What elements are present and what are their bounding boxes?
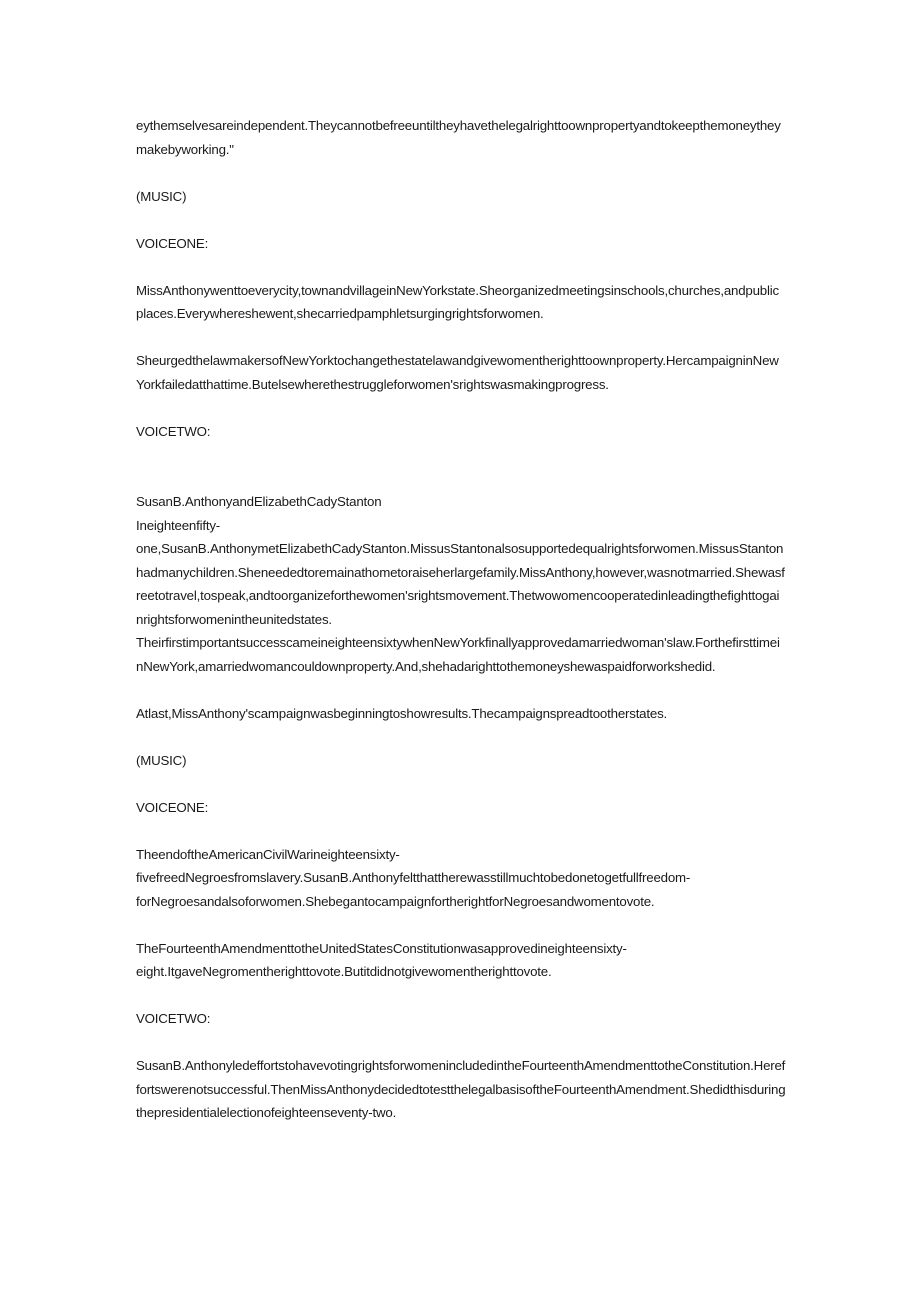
paragraph-6: TheendoftheAmericanCivilWarineighteensixty- fivefreedNegroesfromslavery.SusanB.Anthonyfeltthattherewasstillmuchtobedonetogetfullfreedom- forNegroesandalsoforwomen.ShebegantocampaignfortherightforNegroesandwomentovote. <box>136 846 691 909</box>
paragraph-4: SusanB.AnthonyandElizabethCadyStanton Ineighteenfifty- one,SusanB.AnthonymetElizabethCadyStanton.MissusStantonalsosupportedequalrightsforwomen.MissusStantonhadmanychildren.Sheneededtoremainathometoraiseherlargefamily.MissAnthony,however,wasnotmarried.Shewasfreetotravel,tospeak,andtoorganizeforthewomen'srightsmovement.Thetwowomencooperatedinleadingthefighttogainrightsforwomenintheunitedstates. TheirfirstimportantsuccesscameineighteensixtywhenNewYorkfinallyapprovedamarriedwoman'slaw.ForthefirsttimeinNewYork,amarriedwomancouldownproperty.And,shehadarighttothemoneyshewaspaidforworkshedid. <box>136 494 785 674</box>
paragraph-3: SheurgedthelawmakersofNewYorktochangethestatelawandgivewomentherighttoownproperty.HercampaigninNewYorkfailedatthattime.Butelsewherethestruggleforwomen'srightswasmakingprogress. <box>136 353 779 392</box>
paragraph-8: SusanB.AnthonyledeffortstohavevotingrightsforwomenincludedintheFourteenthAmendmenttotheConstitution.Hereffortswerenotsuccessful.ThenMissAnthonydecidedtotestthelegalbasisoftheFourteenthAmendment.Shedidthisduringthepresidentialelectionofeighteenseventy-two. <box>136 1058 786 1120</box>
music-cue: (MUSIC) <box>136 752 187 768</box>
paragraph-1: eythemselvesareindependent.Theycannotbefreeuntiltheyhavethelegalrighttoownpropertyandtokeepthemoneytheymakebyworking." <box>136 118 781 157</box>
paragraph-5: Atlast,MissAnthony'scampaignwasbeginningtoshowresults.Thecampaignspreadtootherstates. <box>136 705 668 721</box>
speaker-label: VOICETWO: <box>136 423 211 439</box>
blank-line <box>136 467 786 491</box>
speaker-label: VOICEONE: <box>136 235 209 251</box>
paragraph-7: TheFourteenthAmendmenttotheUnitedStatesConstitutionwasapprovedineighteensixty- eight.ItgaveNegromentherighttovote.Butitdidnotgivewomentherighttovote. <box>136 940 627 979</box>
music-cue: (MUSIC) <box>136 188 187 204</box>
paragraph-2: MissAnthonywenttoeverycity,townandvillageinNewYorkstate.Sheorganizedmeetingsinschools,churches,andpublicplaces.Everywhereshewent,shecarriedpamphletsurgingrightsforwomen. <box>136 282 779 321</box>
document-body <box>136 114 786 1148</box>
speaker-label: VOICETWO: <box>136 1011 211 1026</box>
speaker-label: VOICEONE: <box>136 799 209 815</box>
